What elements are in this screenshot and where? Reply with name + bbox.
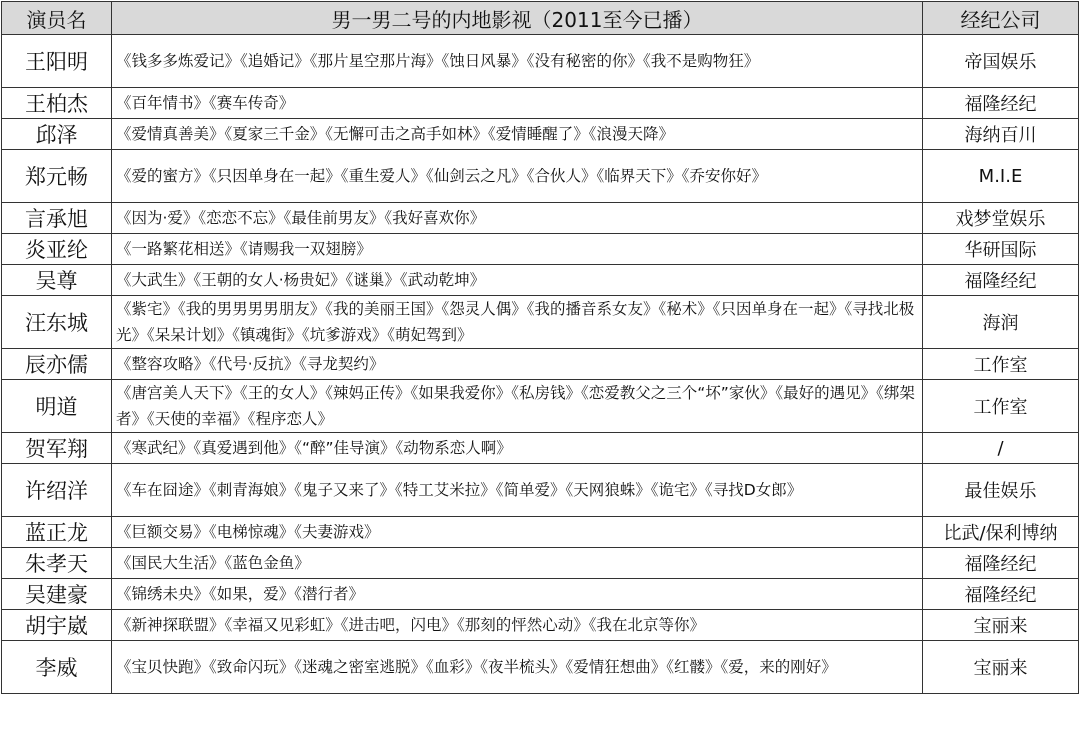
actor-works: 《寒武纪》《真爱遇到他》《“醉”佳导演》《动物系恋人啊》 — [112, 433, 923, 464]
actor-company: 戏梦堂娱乐 — [923, 203, 1079, 234]
table-row — [2, 380, 1079, 433]
actor-name: 明道 — [2, 380, 112, 433]
actor-company: / — [923, 433, 1079, 464]
actor-company: 福隆经纪 — [923, 88, 1079, 119]
actor-company: 福隆经纪 — [923, 548, 1079, 579]
actor-name: 言承旭 — [2, 203, 112, 234]
actor-works: 《大武生》《王朝的女人·杨贵妃》《谜巢》《武动乾坤》 — [112, 265, 923, 296]
actor-name: 炎亚纶 — [2, 234, 112, 265]
table-row — [2, 433, 1079, 464]
actor-name: 郑元畅 — [2, 150, 112, 203]
actor-works: 《巨额交易》《电梯惊魂》《夫妻游戏》 — [112, 517, 923, 548]
table-row — [2, 234, 1079, 265]
table-row — [2, 265, 1079, 296]
actor-company: 工作室 — [923, 349, 1079, 380]
actor-name: 朱孝天 — [2, 548, 112, 579]
actor-name: 胡宇崴 — [2, 610, 112, 641]
table-row — [2, 203, 1079, 234]
actor-name: 王柏杰 — [2, 88, 112, 119]
actor-company: 宝丽来 — [923, 641, 1079, 694]
table-row — [2, 88, 1079, 119]
table-row — [2, 150, 1079, 203]
header-works: 男一男二号的内地影视（2011至今已播） — [112, 2, 923, 35]
actors-table — [1, 1, 1079, 694]
actor-company: 海润 — [923, 296, 1079, 349]
actor-company: 海纳百川 — [923, 119, 1079, 150]
header-row — [2, 2, 1079, 35]
table-row — [2, 641, 1079, 694]
actor-works: 《宝贝快跑》《致命闪玩》《迷魂之密室逃脱》《血彩》《夜半梳头》《爱情狂想曲》《红髅》《爱，来的刚好》 — [112, 641, 923, 694]
actor-company: 福隆经纪 — [923, 265, 1079, 296]
actor-name: 邱泽 — [2, 119, 112, 150]
table-row — [2, 119, 1079, 150]
actor-name: 辰亦儒 — [2, 349, 112, 380]
header-name: 演员名 — [2, 2, 112, 35]
actor-works: 《爱的蜜方》《只因单身在一起》《重生爱人》《仙剑云之凡》《合伙人》《临界天下》《乔安你好》 — [112, 150, 923, 203]
actor-works: 《钱多多炼爱记》《追婚记》《那片星空那片海》《蚀日风暴》《没有秘密的你》《我不是购物狂》 — [112, 35, 923, 88]
actor-company: 帝国娱乐 — [923, 35, 1079, 88]
actor-name: 李威 — [2, 641, 112, 694]
table-row — [2, 579, 1079, 610]
actor-works: 《国民大生活》《蓝色金鱼》 — [112, 548, 923, 579]
actor-company: 工作室 — [923, 380, 1079, 433]
table-row — [2, 517, 1079, 548]
actor-works: 《唐宫美人天下》《王的女人》《辣妈正传》《如果我爱你》《私房钱》《恋爱教父之三个“坏”家伙》《最好的遇见》《绑架者》《天使的幸福》《程序恋人》 — [112, 380, 923, 433]
actor-name: 汪东城 — [2, 296, 112, 349]
actor-works: 《新神探联盟》《幸福又见彩虹》《进击吧，闪电》《那刻的怦然心动》《我在北京等你》 — [112, 610, 923, 641]
actor-name: 吴建豪 — [2, 579, 112, 610]
actor-works: 《锦绣未央》《如果，爱》《潜行者》 — [112, 579, 923, 610]
actor-company: 华研国际 — [923, 234, 1079, 265]
actor-works: 《爱情真善美》《夏家三千金》《无懈可击之高手如林》《爱情睡醒了》《浪漫天降》 — [112, 119, 923, 150]
actor-works: 《一路繁花相送》《请赐我一双翅膀》 — [112, 234, 923, 265]
actor-name: 王阳明 — [2, 35, 112, 88]
table-row — [2, 296, 1079, 349]
actor-name: 吴尊 — [2, 265, 112, 296]
actor-company: 比武/保利博纳 — [923, 517, 1079, 548]
table-row — [2, 548, 1079, 579]
actor-works: 《车在囧途》《刺青海娘》《鬼子又来了》《特工艾米拉》《简单爱》《天网狼蛛》《诡宅》《寻找D女郎》 — [112, 464, 923, 517]
table-row — [2, 610, 1079, 641]
table-row — [2, 35, 1079, 88]
actor-name: 蓝正龙 — [2, 517, 112, 548]
actor-works: 《紫宅》《我的男男男男朋友》《我的美丽王国》《怨灵人偶》《我的播音系女友》《秘术》《只因单身在一起》《寻找北极光》《呆呆计划》《镇魂街》《坑爹游戏》《萌妃驾到》 — [112, 296, 923, 349]
table-row — [2, 349, 1079, 380]
actor-company: 宝丽来 — [923, 610, 1079, 641]
actor-company: M.I.E — [923, 150, 1079, 203]
actor-name: 贺军翔 — [2, 433, 112, 464]
actor-works: 《因为·爱》《恋恋不忘》《最佳前男友》《我好喜欢你》 — [112, 203, 923, 234]
actor-works: 《整容攻略》《代号·反抗》《寻龙契约》 — [112, 349, 923, 380]
actor-company: 最佳娱乐 — [923, 464, 1079, 517]
table-row — [2, 464, 1079, 517]
actor-name: 许绍洋 — [2, 464, 112, 517]
actor-company: 福隆经纪 — [923, 579, 1079, 610]
header-company: 经纪公司 — [923, 2, 1079, 35]
actor-works: 《百年情书》《赛车传奇》 — [112, 88, 923, 119]
